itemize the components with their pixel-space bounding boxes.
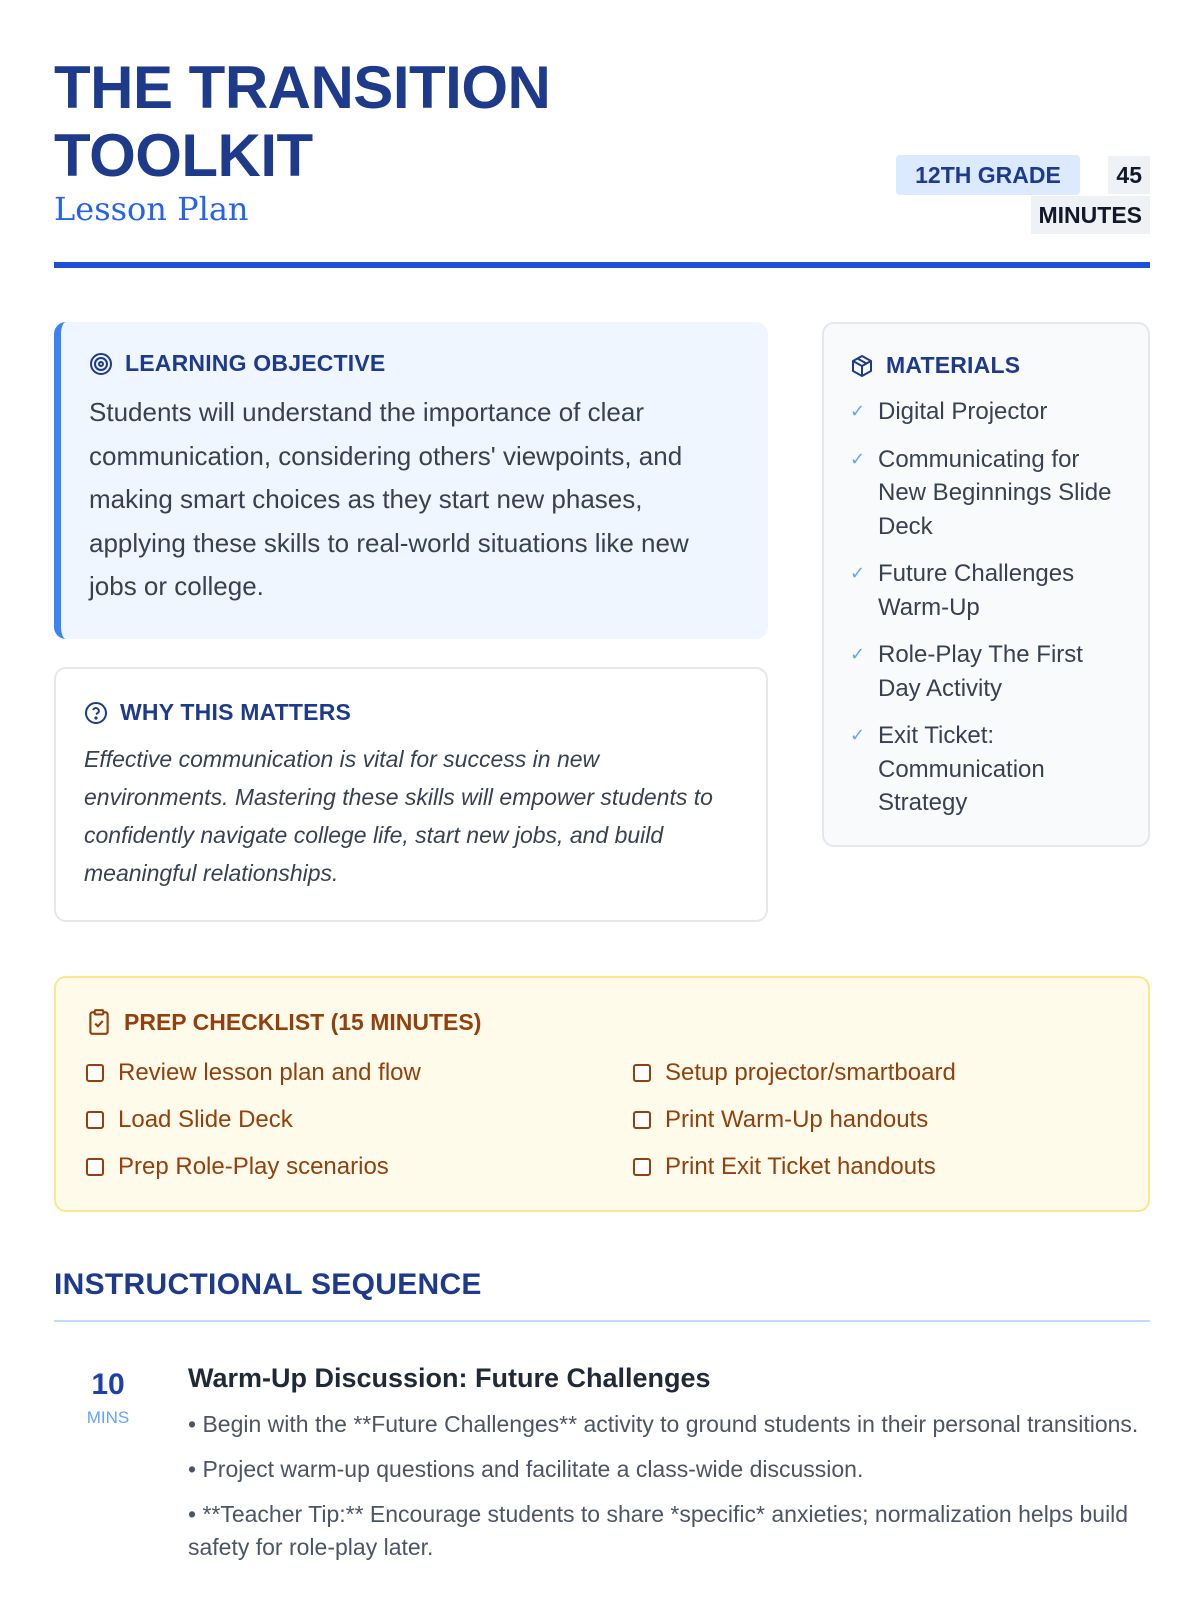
- duration-value: 45: [1108, 156, 1150, 194]
- materials-title: MATERIALS: [886, 352, 1021, 378]
- why-this-matters-text: Effective communication is vital for success in new environments. Mastering these skills will empower students to confidently navigate college life, start new jobs, and build meaningful relationships.: [84, 746, 713, 886]
- page-title: [54, 54, 550, 190]
- lesson-plan-page: [54, 0, 1150, 1600]
- title-line-1: THE TRANSITION: [54, 54, 551, 121]
- why-this-matters-heading: [84, 699, 740, 726]
- check-icon: ✓: [850, 644, 866, 664]
- clipboard-check-icon: [86, 1008, 112, 1036]
- learning-objective-card: [54, 322, 768, 639]
- why-this-matters-title: WHY THIS MATTERS: [120, 699, 352, 725]
- duration-badge: [1020, 155, 1150, 235]
- prep-checklist-heading: [86, 1008, 1118, 1036]
- material-item: ✓ Future Challenges Warm-Up: [850, 557, 1124, 624]
- prep-checklist-item[interactable]: Print Warm-Up handouts: [633, 1105, 1033, 1134]
- title-line-2: TOOLKIT: [54, 122, 313, 189]
- page-header: [54, 54, 1150, 268]
- prep-checklist-item[interactable]: Load Slide Deck: [86, 1105, 633, 1134]
- help-circle-icon: [84, 701, 108, 725]
- step-minutes: 10: [91, 1368, 125, 1401]
- checkbox[interactable]: [86, 1064, 104, 1082]
- step-bullet: • Begin with the **Future Challenges** activity to ground students in their personal transitions.: [188, 1411, 1139, 1437]
- why-this-matters-card: [54, 667, 768, 922]
- instructional-sequence-heading: INSTRUCTIONAL SEQUENCE: [54, 1268, 482, 1301]
- package-icon: [850, 354, 874, 378]
- check-icon: ✓: [850, 725, 866, 745]
- materials-list: [850, 395, 1124, 820]
- sequence-divider: [54, 1320, 1150, 1322]
- learning-objective-title: LEARNING OBJECTIVE: [125, 350, 386, 376]
- material-item: ✓ Communicating for New Beginnings Slide Deck: [850, 443, 1124, 544]
- checkbox[interactable]: [86, 1158, 104, 1176]
- learning-objective-text: Students will understand the importance of clear communication, considering others' viewpoints, and making smart choices as they start new phases, applying these skills to real-world situations like new jobs or college.: [89, 397, 689, 601]
- page-subtitle: Lesson Plan: [54, 190, 249, 228]
- header-divider: [54, 262, 1150, 268]
- check-icon: ✓: [850, 448, 866, 469]
- check-icon: ✓: [850, 401, 866, 421]
- check-icon: ✓: [850, 563, 866, 583]
- prep-checklist-item[interactable]: Review lesson plan and flow: [86, 1058, 633, 1087]
- material-item: ✓ Exit Ticket: Communication Strategy: [850, 719, 1124, 820]
- step-duration: [54, 1368, 162, 1428]
- prep-checklist-title: PREP CHECKLIST (15 MINUTES): [124, 1008, 482, 1035]
- checkbox[interactable]: [633, 1158, 651, 1176]
- target-icon: [89, 352, 113, 376]
- materials-card: [822, 322, 1150, 847]
- prep-checklist-item[interactable]: Print Exit Ticket handouts: [633, 1152, 1033, 1181]
- step-bullet: • **Teacher Tip:** Encourage students to share *specific* anxieties; normalization helps build safety for role-play later.: [188, 1501, 1129, 1560]
- prep-checklist-item[interactable]: Prep Role-Play scenarios: [86, 1152, 633, 1181]
- learning-objective-heading: [89, 350, 740, 377]
- step-title: Warm-Up Discussion: Future Challenges: [188, 1363, 711, 1393]
- checkbox[interactable]: [86, 1111, 104, 1129]
- step-bullet: • Project warm-up questions and facilitate a class-wide discussion.: [188, 1456, 864, 1482]
- duration-unit: MINUTES: [1031, 196, 1151, 234]
- checkbox[interactable]: [633, 1111, 651, 1129]
- step-minutes-unit: MINS: [86, 1408, 130, 1427]
- prep-checklist-item[interactable]: Setup projector/smartboard: [633, 1058, 1033, 1087]
- checkbox[interactable]: [633, 1064, 651, 1082]
- grade-badge: 12TH GRADE: [896, 155, 1080, 195]
- step-body: [188, 1360, 1150, 1564]
- prep-checklist-card: [54, 976, 1150, 1212]
- material-item: ✓ Role-Play The First Day Activity: [850, 638, 1124, 705]
- prep-checklist-grid: [86, 1058, 1118, 1181]
- materials-heading: [850, 352, 1124, 379]
- material-item: ✓ Digital Projector: [850, 395, 1124, 429]
